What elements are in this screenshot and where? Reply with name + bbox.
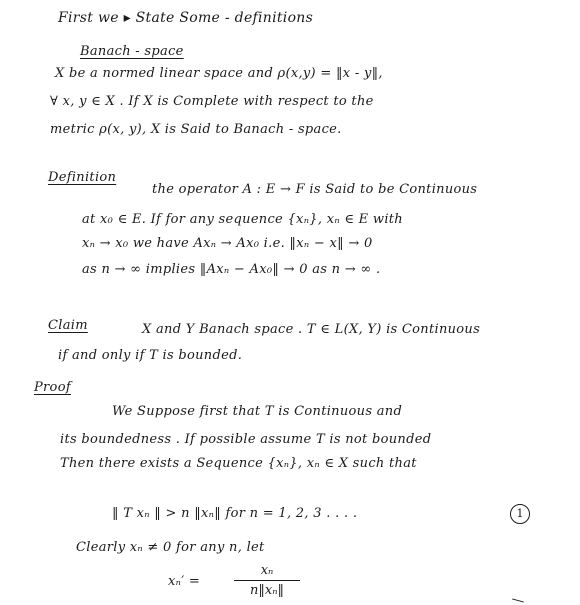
fraction xyxy=(234,563,300,598)
text-line: xₙ → x₀ we have Axₙ → Ax₀ i.e. ‖xₙ − x‖ → 0 xyxy=(82,236,373,251)
text-line: Clearly xₙ ≠ 0 for any n, let xyxy=(76,540,265,555)
text-line: X be a normed linear space and ρ(x,y) = ‖x - y‖, xyxy=(55,66,383,81)
equation-lhs: xₙ′ = xyxy=(168,574,201,589)
text-line: X and Y Banach space . T ∈ L(X, Y) is Continuous xyxy=(142,322,481,337)
section-heading-proof: Proof xyxy=(34,380,71,395)
section-heading-banach-space: Banach - space xyxy=(80,44,184,59)
section-heading-claim: Claim xyxy=(48,318,88,333)
text-line: ∀ x, y ∈ X . If X is Complete with respect to the xyxy=(50,94,374,109)
fraction-numerator: xₙ xyxy=(260,563,274,578)
text-line: as n → ∞ implies ‖Axₙ − Ax₀‖ → 0 as n → ∞ . xyxy=(82,262,381,277)
section-heading-definition: Definition xyxy=(48,170,117,185)
equation-line: ‖ T xₙ ‖ > n ‖xₙ‖ for n = 1, 2, 3 . . . . xyxy=(112,506,358,521)
text-line: its boundedness . If possible assume T is not bounded xyxy=(60,432,432,447)
fraction-bar xyxy=(234,580,300,581)
text-line: We Suppose first that T is Continuous and xyxy=(112,404,403,419)
text-line: the operator A : E → F is Said to be Continuous xyxy=(152,182,478,197)
text-line: metric ρ(x, y), X is Said to Banach - space. xyxy=(50,122,342,137)
text-line: Then there exists a Sequence {xₙ}, xₙ ∈ X such that xyxy=(60,456,417,471)
fraction-denominator: n‖xₙ‖ xyxy=(250,583,284,598)
pen-stroke-mark xyxy=(512,598,524,602)
equation-number-label: 1 xyxy=(510,504,530,524)
equation-number xyxy=(510,502,530,524)
text-line: at x₀ ∈ E. If for any sequence {xₙ}, xₙ ∈ E with xyxy=(82,212,403,227)
text-line: if and only if T is bounded. xyxy=(58,348,243,363)
heading-line: First we ▸ State Some - definitions xyxy=(58,10,314,26)
